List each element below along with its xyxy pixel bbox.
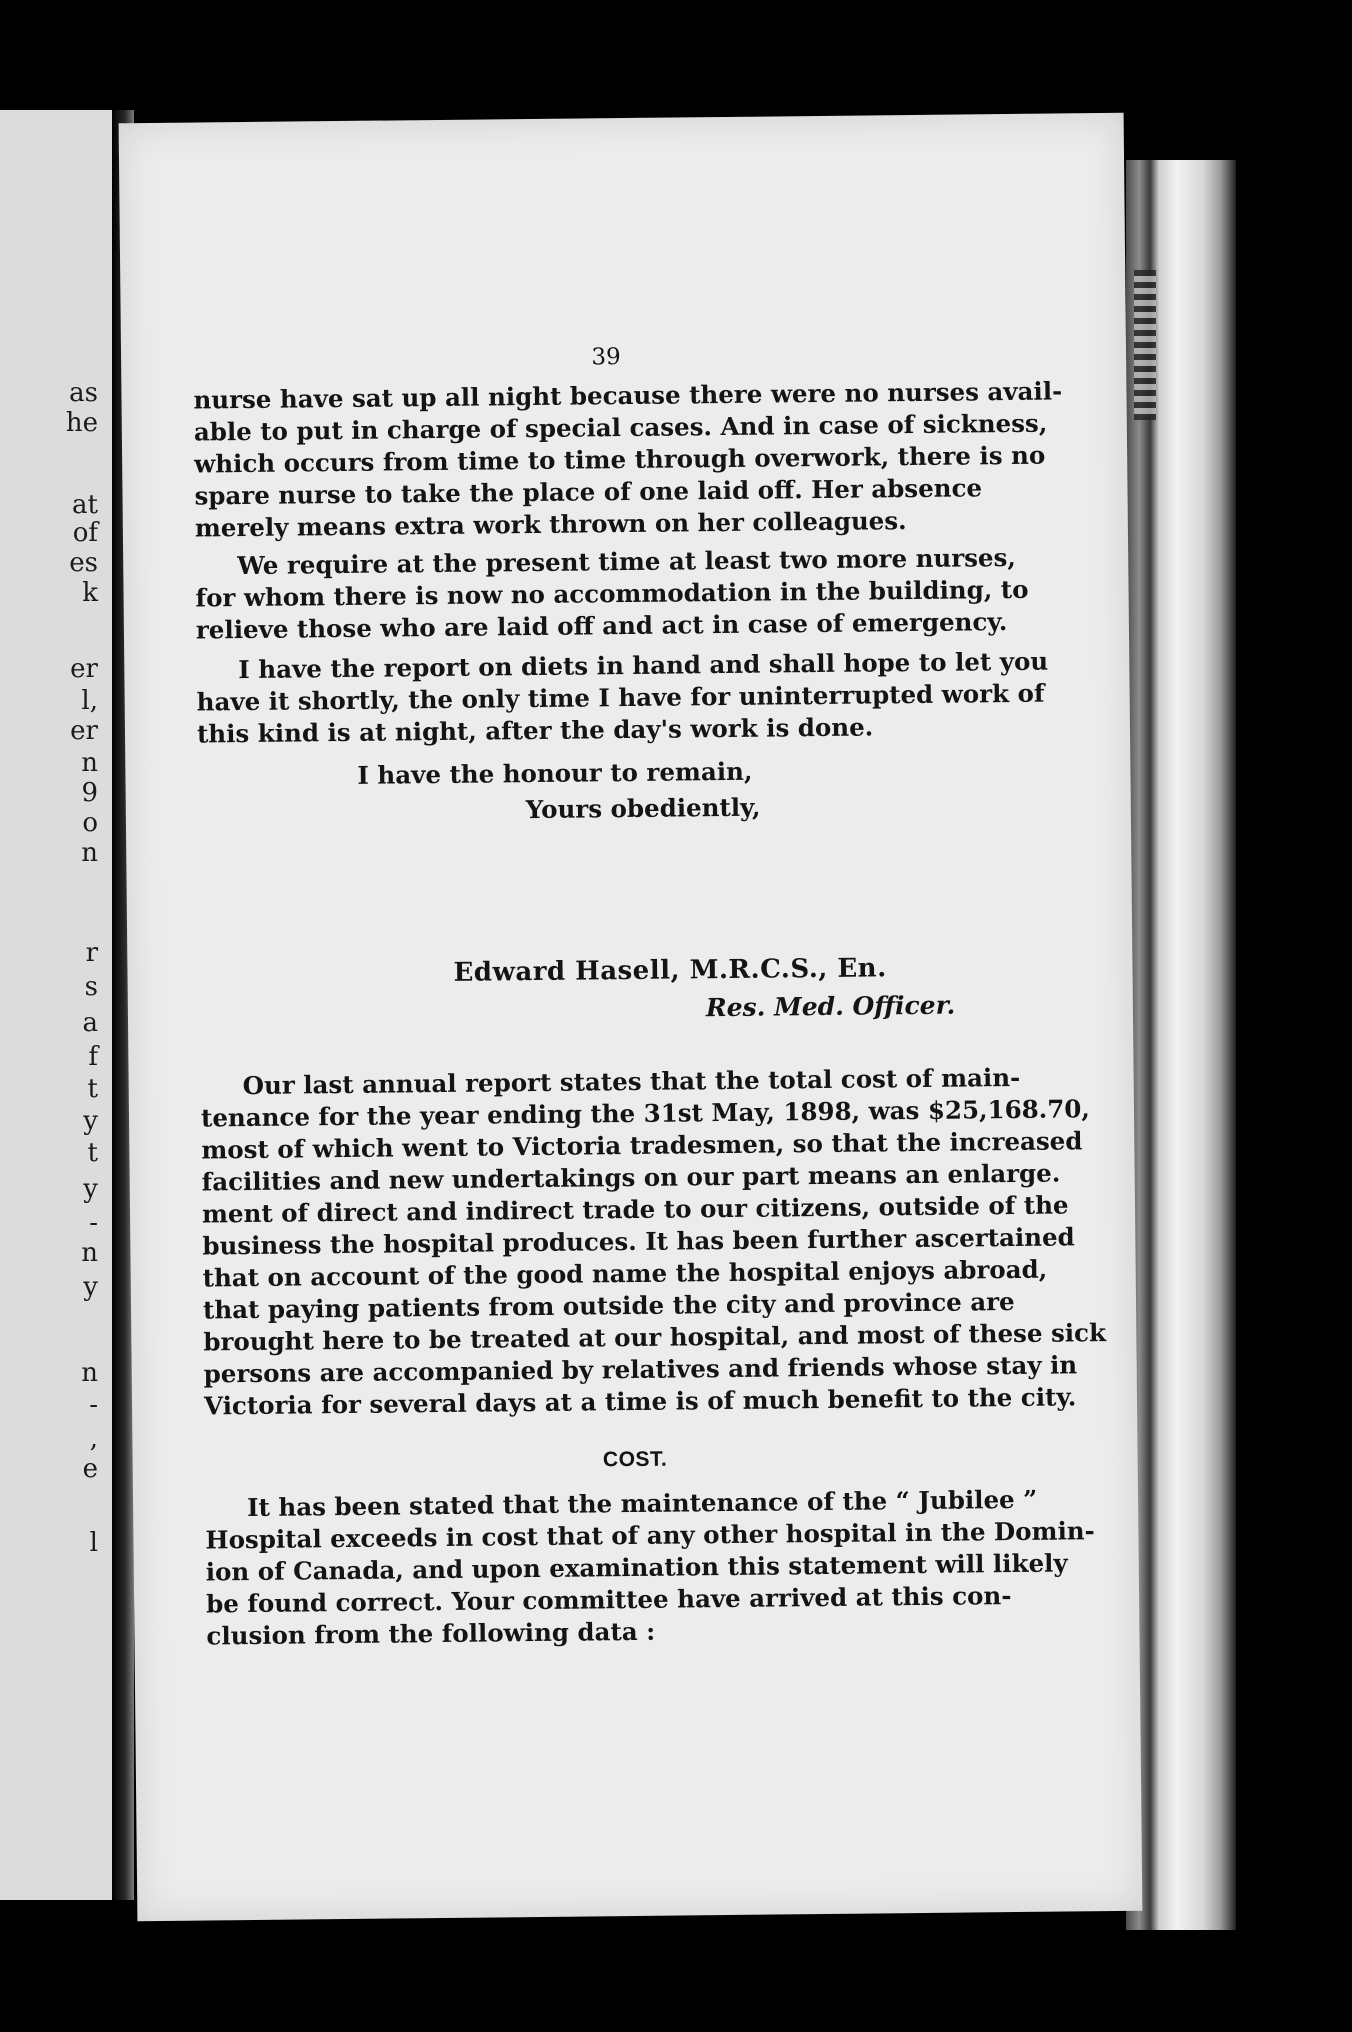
text-line: able to put in charge of special cases. And in case of sickness, xyxy=(193,408,1048,447)
text-line: ment of direct and indirect trade to our citizens, outside of the xyxy=(201,1190,1069,1229)
text-line: ion of Canada, and upon examination this statement will likely xyxy=(205,1548,1068,1587)
text-line: have it shortly, the only time I have for uninterrupted work of xyxy=(196,678,1045,717)
facing-page-letter-fragment: es xyxy=(69,548,98,578)
text-line: be found correct. Your committee have arrived at this con- xyxy=(205,1581,1012,1619)
facing-page-letter-fragment: - xyxy=(89,1390,98,1420)
facing-page-letter-fragment: he xyxy=(65,408,98,438)
paragraph-maintenance-cost xyxy=(200,1062,1107,1422)
facing-page-letter-fragment: at xyxy=(72,490,98,520)
paragraph-nurses-overwork xyxy=(193,376,1063,544)
page-content xyxy=(119,113,1143,1921)
facing-page-letter-fragment: a xyxy=(82,1008,98,1038)
text-line: relieve those who are laid off and act in case of emergency. xyxy=(195,607,1008,645)
facing-page-letter-fragment: n xyxy=(81,748,98,778)
text-line: business the hospital produces. It has been further ascertained xyxy=(202,1222,1075,1261)
facing-page-letter-fragment: f xyxy=(88,1042,98,1072)
facing-page-edge xyxy=(0,110,118,1900)
text-line: which occurs from time to time through overwork, there is no xyxy=(194,440,1046,479)
facing-page-letter-fragment: y xyxy=(83,1174,98,1204)
book-fore-edge xyxy=(1126,160,1236,1930)
facing-page-letter-fragment: t xyxy=(87,1138,98,1168)
text-line: brought here to be treated at our hospital, and most of these sick xyxy=(203,1318,1107,1357)
signature-title: Res. Med. Officer. xyxy=(705,990,956,1023)
facing-page-letter-fragment: n xyxy=(81,838,98,868)
facing-page-letter-fragment: y xyxy=(83,1106,98,1136)
facing-page-letter-fragment: n xyxy=(81,1238,98,1268)
text-line: Our last annual report states that the total cost of main- xyxy=(242,1062,1021,1101)
text-line: tenance for the year ending the 31st May, 1898, was $25,168.70, xyxy=(200,1094,1091,1133)
facing-page-letter-fragment: - xyxy=(89,1208,98,1238)
facing-page-letter-fragment: l, xyxy=(81,686,98,716)
book-page xyxy=(119,113,1143,1921)
closing-salutation: I have the honour to remain, xyxy=(357,756,753,790)
page-number: 39 xyxy=(591,344,621,371)
paragraph-jubilee-cost xyxy=(205,1484,1095,1652)
facing-page-letter-fragment: , xyxy=(89,1424,98,1454)
text-line: for whom there is now no accommodation in the building, to xyxy=(195,574,1029,613)
text-line: facilities and new undertakings on our part means an enlarge. xyxy=(201,1158,1061,1197)
text-line: spare nurse to take the place of one laid off. Her absence xyxy=(194,473,983,511)
text-line: nurse have sat up all night because there were no nurses avail- xyxy=(193,376,1063,415)
facing-page-letter-fragment: t xyxy=(87,1074,98,1104)
text-line: merely means extra work thrown on her colleagues. xyxy=(194,506,907,543)
facing-page-letter-fragment: er xyxy=(70,654,98,684)
facing-page-letter-fragment: k xyxy=(82,578,98,608)
paragraph-more-nurses xyxy=(195,542,1029,646)
facing-page-letter-fragment: er xyxy=(70,716,98,746)
facing-page-letter-fragment: o xyxy=(82,808,98,838)
text-line: Hospital exceeds in cost that of any other hospital in the Domin- xyxy=(205,1516,1095,1555)
text-line: persons are accompanied by relatives and friends whose stay in xyxy=(203,1350,1078,1389)
facing-page-letter-fragment: y xyxy=(83,1272,98,1302)
text-line: that paying patients from outside the city and province are xyxy=(202,1286,1015,1325)
text-line: clusion from the following data : xyxy=(206,1616,656,1651)
facing-page-letter-fragment: as xyxy=(69,378,98,408)
facing-page-letter-fragment: n xyxy=(81,1358,98,1388)
text-line: It has been stated that the maintenance of the “ Jubilee ” xyxy=(246,1484,1038,1523)
text-line: We require at the present time at least two more nurses, xyxy=(237,542,1017,581)
facing-page-letter-fragment: of xyxy=(72,518,98,548)
text-line: I have the report on diets in hand and shall hope to let you xyxy=(238,646,1049,685)
section-heading-cost: COST. xyxy=(602,1447,668,1472)
facing-page-letter-fragment: 9 xyxy=(81,778,98,808)
signature-name: Edward Hasell, M.R.C.S., En. xyxy=(453,953,887,988)
facing-page-letter-fragment: s xyxy=(84,972,98,1002)
fore-edge-ornament xyxy=(1134,270,1156,420)
closing-signoff: Yours obediently, xyxy=(525,792,761,825)
paragraph-diets-report xyxy=(196,646,1049,750)
text-line: that on account of the good name the hospital enjoys abroad, xyxy=(202,1254,1048,1293)
facing-page-letter-fragment: r xyxy=(85,938,98,968)
facing-page-letter-fragment: e xyxy=(82,1454,98,1484)
text-line: most of which went to Victoria tradesmen, so that the increased xyxy=(201,1126,1083,1165)
facing-page-letter-fragment: l xyxy=(89,1528,98,1558)
text-line: this kind is at night, after the day's work is done. xyxy=(196,712,874,749)
text-line: Victoria for several days at a time is of much benefit to the city. xyxy=(203,1382,1077,1421)
